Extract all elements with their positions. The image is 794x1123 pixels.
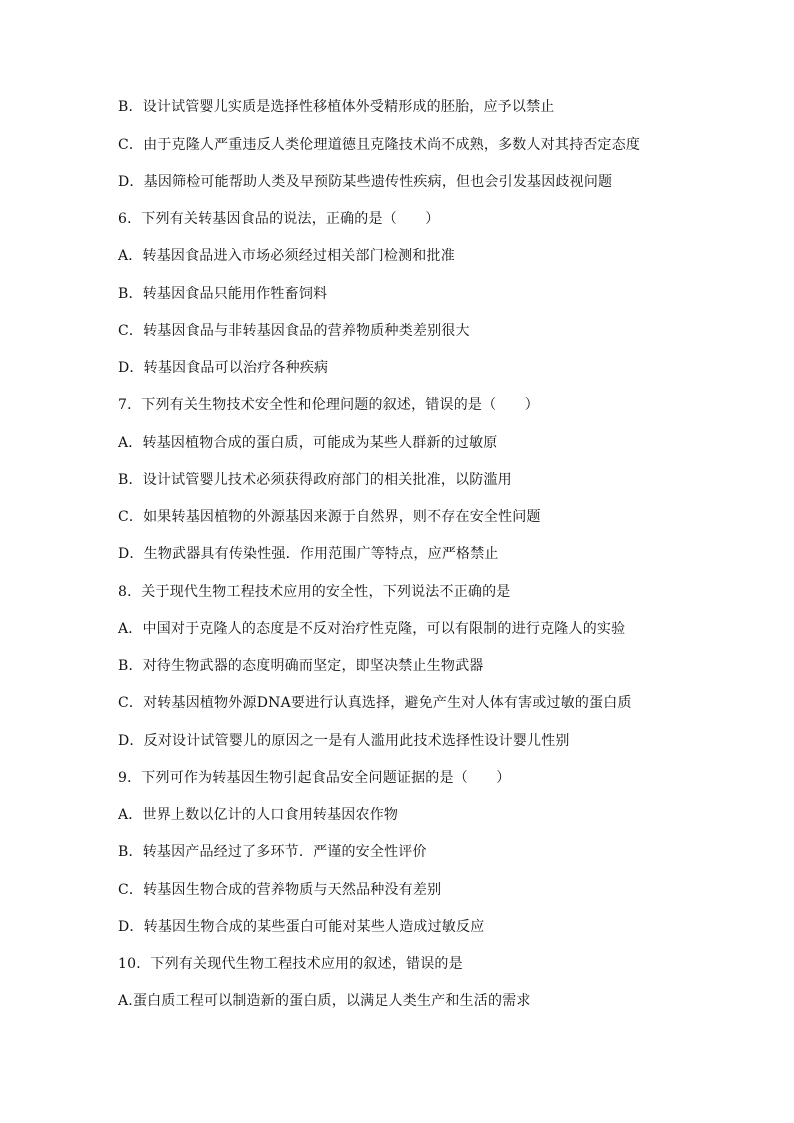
question-8: 8．关于现代生物工程技术应用的安全性，下列说法不正确的是 — [118, 584, 511, 600]
option-c-q6: C．转基因食品与非转基因食品的营养物质种类差别很大 — [118, 323, 470, 339]
question-9: 9．下列可作为转基因生物引起食品安全问题证据的是（ ） — [118, 770, 511, 786]
option-c-q9: C．转基因生物合成的营养物质与天然品种没有差别 — [118, 882, 442, 898]
option-d-q8: D．反对设计试管婴儿的原因之一是有人滥用此技术选择性设计婴儿性别 — [118, 733, 570, 749]
option-b-q9: B．转基因产品经过了多环节．严谨的安全性评价 — [118, 844, 427, 860]
option-a-q7: A．转基因植物合成的蛋白质，可能成为某些人群新的过敏原 — [118, 435, 498, 451]
option-c-q8: C．对转基因植物外源DNA要进行认真选择，避免产生对人体有害或过敏的蛋白质 — [118, 695, 632, 711]
option-b-q8: B．对待生物武器的态度明确而坚定，即坚决禁止生物武器 — [118, 658, 484, 674]
option-c-q7: C．如果转基因植物的外源基因来源于自然界，则不存在安全性问题 — [118, 509, 541, 525]
option-b-q5: B．设计试管婴儿实质是选择性移植体外受精形成的胚胎，应予以禁止 — [118, 99, 555, 115]
option-a-q9: A．世界上数以亿计的人口食用转基因农作物 — [118, 807, 399, 823]
option-a-q10: A.蛋白质工程可以制造新的蛋白质，以满足人类生产和生活的需求 — [118, 993, 531, 1009]
option-a-q8: A．中国对于克隆人的态度是不反对治疗性克隆，可以有限制的进行克隆人的实验 — [118, 621, 626, 637]
option-d-q7: D．生物武器具有传染性强．作用范围广等特点，应严格禁止 — [118, 546, 499, 562]
question-7: 7．下列有关生物技术安全性和伦理问题的叙述，错误的是（ ） — [118, 397, 539, 413]
question-10: 10．下列有关现代生物工程技术应用的叙述，错误的是 — [118, 956, 463, 972]
option-a-q6: A．转基因食品进入市场必须经过相关部门检测和批准 — [118, 248, 455, 264]
option-d-q5: D．基因筛检可能帮助人类及早预防某些遗传性疾病，但也会引发基因歧视问题 — [118, 174, 613, 190]
option-d-q9: D．转基因生物合成的某些蛋白可能对某些人造成过敏反应 — [118, 919, 485, 935]
option-d-q6: D．转基因食品可以治疗各种疾病 — [118, 360, 329, 376]
option-c-q5: C．由于克隆人严重违反人类伦理道德且克隆技术尚不成熟，多数人对其持否定态度 — [118, 137, 641, 153]
option-b-q7: B．设计试管婴儿技术必须获得政府部门的相关批准，以防滥用 — [118, 472, 512, 488]
question-6: 6．下列有关转基因食品的说法，正确的是（ ） — [118, 211, 440, 227]
option-b-q6: B．转基因食品只能用作牲畜饲料 — [118, 286, 328, 302]
